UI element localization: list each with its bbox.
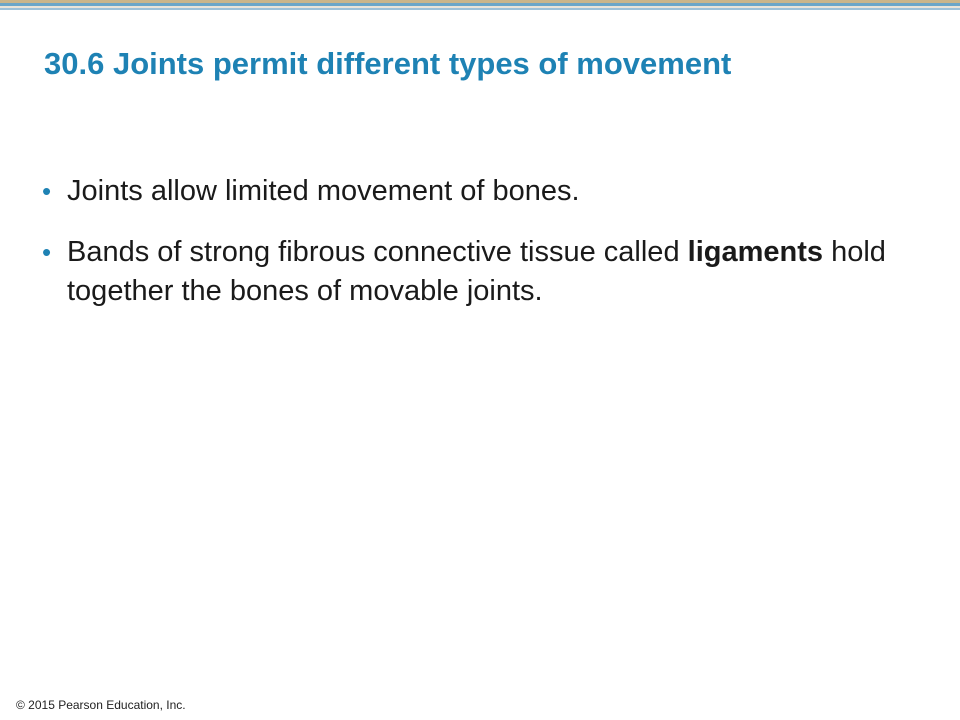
slide-title: 30.6 Joints permit different types of movement [44,46,732,81]
copyright-footer: © 2015 Pearson Education, Inc. [16,698,186,712]
bullet-text-before: Bands of strong fibrous connective tissue called [67,236,688,268]
bullet-dot-icon: • [42,237,52,267]
top-decorative-stripes [0,0,960,12]
bullet-item-ligaments [42,233,902,311]
bullet-text: Joints allow limited movement of bones. [67,175,580,207]
bullet-dot-icon: • [42,176,52,206]
bullet-list [42,172,902,333]
bullet-item-joints [42,172,902,211]
bullet-text-after: hold together the bones of movable joints. [67,236,886,307]
key-term-ligaments: ligaments [687,236,824,268]
pale-blue-stripe [0,8,960,10]
